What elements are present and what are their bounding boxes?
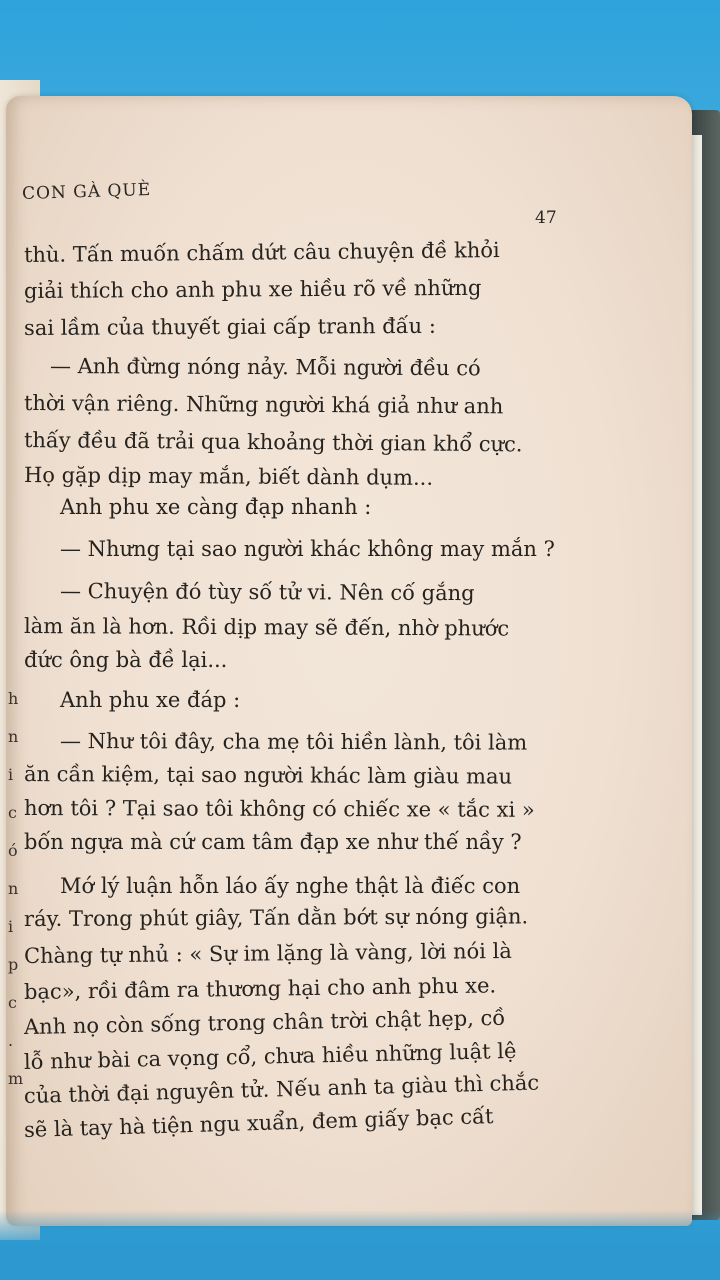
text-line: ráy. Trong phút giây, Tấn dằn bớt sự nóng giận. bbox=[23, 904, 529, 931]
text-line: của thời đại nguyên tử. Nếu anh ta giàu thì chắc bbox=[23, 1070, 540, 1108]
gutter-char: n bbox=[8, 879, 19, 898]
text-line: lỗ như bài ca vọng cổ, chưa hiều những luật lệ bbox=[23, 1038, 517, 1074]
text-line: sẽ là tay hà tiện ngu xuẩn, đem giấy bạc cất bbox=[23, 1104, 494, 1142]
gutter-char: c bbox=[8, 993, 17, 1012]
text-line: hơn tôi ? Tại sao tôi không có chiếc xe « tắc xi » bbox=[23, 796, 535, 822]
text-line: Mớ lý luận hỗn láo ấy nghe thật là điếc con bbox=[60, 874, 521, 898]
gutter-char: m bbox=[8, 1069, 24, 1088]
text-line: đức ông bà đề lại... bbox=[24, 648, 228, 672]
gutter-char: n bbox=[8, 727, 19, 746]
text-line: Anh phu xe đáp : bbox=[60, 688, 241, 712]
text-line: làm ăn là hơn. Rồi dịp may sẽ đến, nhờ phước bbox=[23, 614, 510, 641]
text-line: ăn cần kiệm, tại sao người khác làm giàu mau bbox=[23, 762, 513, 789]
gutter-char: i bbox=[8, 917, 14, 936]
text-line: — Chuyện đó tùy số tử vi. Nên cố gắng bbox=[59, 579, 475, 606]
background-bottom bbox=[0, 1210, 720, 1280]
text-line: Chàng tự nhủ : « Sự im lặng là vàng, lời nói là bbox=[23, 938, 512, 968]
text-line: Họ gặp dịp may mắn, biết dành dụm... bbox=[23, 463, 434, 490]
text-line: Anh nọ còn sống trong chân trời chật hẹp, cồ bbox=[23, 1005, 506, 1039]
text-line: sai lầm của thuyết giai cấp tranh đấu : bbox=[23, 313, 436, 340]
text-line: Anh phu xe càng đạp nhanh : bbox=[60, 495, 372, 519]
text-line: thời vận riêng. Những người khá giả như anh bbox=[23, 391, 504, 419]
text-line: thấy đều đã trải qua khoảng thời gian khổ cực. bbox=[23, 428, 523, 457]
text-line: giải thích cho anh phu xe hiều rõ về những bbox=[23, 275, 482, 303]
text-line: — Anh đừng nóng nảy. Mỗi người đều có bbox=[49, 354, 481, 381]
text-line: bốn ngựa mà cứ cam tâm đạp xe như thế nầy ? bbox=[24, 830, 522, 854]
gutter-marks bbox=[8, 680, 24, 1200]
text-line: — Như tôi đây, cha mẹ tôi hiền lành, tôi làm bbox=[59, 729, 528, 755]
text-line: thù. Tấn muốn chấm dứt câu chuyện đề khỏi bbox=[23, 238, 500, 267]
gutter-char: c bbox=[8, 803, 17, 822]
gutter-char: . bbox=[8, 1031, 14, 1050]
text-line: bạc», rồi đâm ra thương hại cho anh phu xe. bbox=[23, 973, 497, 1004]
gutter-char: h bbox=[8, 689, 19, 708]
gutter-char: ó bbox=[8, 841, 18, 860]
gutter-char: i bbox=[8, 765, 14, 784]
page-number: 47 bbox=[535, 208, 557, 228]
running-head: CON GÀ QUÈ bbox=[21, 179, 152, 205]
text-line: — Nhưng tại sao người khác không may mắn ? bbox=[60, 537, 555, 561]
gutter-char: p bbox=[8, 955, 19, 974]
